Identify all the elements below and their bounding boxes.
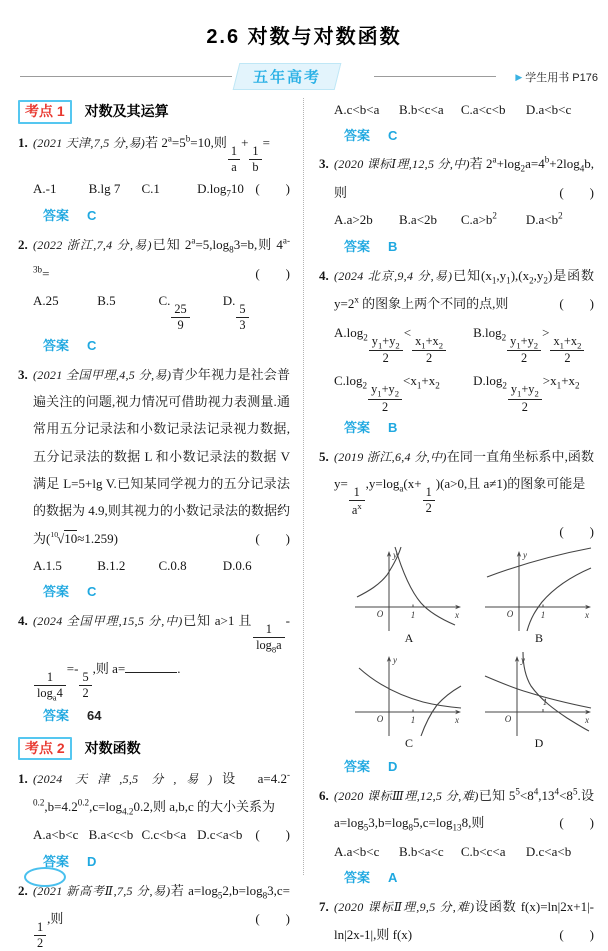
graph-option-a [348, 545, 470, 649]
section-1-badge: 考点 1 [18, 100, 72, 124]
student-book-text: 学生用书 P176 [525, 72, 598, 84]
graph-option-c [348, 650, 470, 754]
question-source: (2021 天津,7,5 分,易) [33, 135, 146, 150]
question-number: 3. [18, 366, 28, 382]
question-number: 5. [319, 448, 329, 464]
question-body [334, 893, 594, 948]
option-c: C.1 [141, 180, 160, 196]
options-row [334, 838, 594, 865]
question-l1 [18, 129, 290, 230]
answer-row [334, 867, 594, 886]
option-a: A.a<b<c [33, 827, 79, 843]
question-stem [334, 893, 594, 948]
graph-label: B [534, 631, 543, 646]
svg-text:1: 1 [410, 610, 416, 621]
answer-bracket: ( ) [255, 180, 290, 196]
question-source: (2024 北京,9,4 分,易) [334, 268, 453, 283]
option-b: B.5 [97, 293, 116, 309]
answer-row [33, 205, 290, 224]
stem-text: 若 $2^a+\log_2a=4^b+2\log_4b$,则 [334, 154, 594, 200]
answer-row [33, 851, 290, 870]
option-b: B.1.2 [97, 557, 126, 573]
option-d: D.c<a<b [525, 843, 572, 859]
question-number: 3. [319, 156, 329, 172]
answer-row [334, 756, 594, 775]
question-body [334, 443, 594, 781]
options-row [33, 175, 255, 204]
answer-value: C [388, 128, 398, 144]
answer-row [33, 335, 290, 354]
option-d: D. $\frac{5}{3}$ [223, 287, 290, 333]
answer-row [334, 417, 594, 436]
svg-text:y: y [393, 550, 397, 561]
option-a: A.a>2b [334, 212, 373, 228]
answer-label: 答案 [344, 759, 371, 774]
question-r3 [319, 150, 594, 260]
option-b: $B.\log_2$ $\frac{y_1+y_2}{2}$ > $\frac{x_1+x_2}{2}$ [473, 318, 594, 367]
option-c: C.b<c<a [460, 843, 506, 859]
option-a: A.1.5 [33, 557, 62, 573]
stem-text: 已知 $2^a=5,\log_83=b$,则 $4^{a-3b}=$ [33, 235, 290, 281]
option-c: $C.a>b^2$ [460, 210, 497, 228]
option-b: B.lg 7 [88, 180, 121, 196]
stem-text: 设 $a=4.2^{-0.2},b=4.2^{0.2},c=\log_{4.2}0.2$,则 a,b,c 的大小关系为 [33, 770, 290, 817]
question-body [33, 765, 290, 875]
answer-label: 答案 [43, 707, 70, 723]
question-number: 6. [319, 788, 329, 803]
question-stem [334, 150, 594, 206]
answer-label: 答案 [344, 419, 371, 435]
question-stem [334, 782, 594, 838]
svg-text:y: y [521, 654, 525, 665]
question-continuation [319, 96, 594, 144]
question-source: (2019 浙江,6,4 分,中) [334, 449, 447, 464]
student-book-ref [515, 69, 598, 85]
option-c: C.c<b<a [141, 827, 187, 843]
option-a: $A.\log_2$ $\frac{y_1+y_2}{2}$ < $\frac{x_1+x_2}{2}$ [334, 318, 473, 367]
stem-text: 青少年视力是社会普遍关注的问题,视力情况可借助视力表测量.通常用五分记录法和小数记录法记录视力数据,五分记录法的数据 L 和小数记录法的数据 V 满足 L=5+lg V.已知某同学视力的五分记录法的数据为 4.9,则其视力的小数记录法的数据约为($^{10}$√10≈1.259) [33, 366, 290, 546]
question-number: 4. [319, 267, 329, 283]
answer-value: C [87, 584, 97, 600]
question-stem [33, 231, 290, 287]
question-l5 [18, 765, 290, 875]
content-columns [0, 96, 608, 951]
question-body [33, 607, 290, 729]
option-d: $D.\log_710$ [197, 180, 244, 199]
question-number: 2. [18, 237, 28, 253]
banner-rule-left [20, 76, 232, 77]
question-source: (2021 全国甲理,4,5 分,易) [33, 367, 172, 382]
graph-a-plot [349, 545, 469, 633]
circled-answer-fragment [24, 867, 66, 887]
answer-value: B [388, 238, 398, 254]
question-source: (2022 浙江,7,4 分,易) [33, 238, 152, 253]
arrow-icon: ▶ [515, 72, 523, 82]
graph-label: D [534, 735, 544, 750]
question-r6 [319, 782, 594, 892]
graph-label: A [404, 631, 414, 646]
answer-bracket: ( ) [255, 265, 290, 281]
svg-text:x: x [585, 610, 589, 621]
option-d: D.c<a<b [197, 827, 243, 843]
answer-bracket: ( ) [559, 523, 594, 539]
svg-text:O: O [376, 713, 384, 724]
svg-text:1: 1 [410, 714, 416, 725]
question-source: (2024 全国甲理,15,5 分,中) [33, 614, 183, 629]
answer-value: C [87, 208, 97, 224]
banner-rule-right [374, 76, 496, 77]
question-l2 [18, 231, 290, 360]
svg-text:x: x [455, 714, 459, 725]
answer-label: 答案 [344, 870, 371, 886]
graph-c-plot [349, 650, 469, 738]
answer-label: 答案 [344, 128, 371, 144]
option-d: D.a<b<c [525, 102, 572, 117]
option-c: C. $\frac{25}{9}$ [158, 287, 222, 333]
answer-value: 64 [87, 707, 102, 723]
option-d: $D.\log_2$ $\frac{y_1+y_2}{2}$ $>x_1+x_2$ [473, 373, 580, 415]
answer-bracket: ( ) [559, 815, 594, 831]
answer-value: A [388, 870, 398, 886]
answer-row [334, 236, 594, 255]
question-r7 [319, 893, 594, 948]
options-row [334, 96, 594, 123]
question-stem [33, 877, 290, 951]
options-row [33, 552, 290, 579]
answer-bracket: ( ) [255, 827, 290, 843]
question-l4 [18, 607, 290, 729]
banner-row [0, 59, 608, 97]
option-b: B.a<2b [399, 212, 438, 228]
options-row [33, 821, 255, 848]
question-body [334, 150, 594, 260]
option-b: B.b<a<c [399, 843, 444, 859]
option-b: B.b<c<a [399, 102, 444, 117]
svg-text:x: x [585, 714, 589, 725]
option-b: B.a<c<b [88, 827, 134, 843]
stem-text: 已知 a>1 且 $\frac{1}{\log_8a}$ - $\frac{1}{\log_a4}$ =- $\frac{5}{2}$ ,则 a= . [33, 613, 290, 676]
banner-label: 五年高考 [253, 69, 322, 86]
section-1-title: 对数及其运算 [84, 103, 169, 119]
question-stem [334, 262, 594, 318]
answer-bracket: ( ) [559, 184, 594, 200]
question-number: 1. [18, 134, 28, 150]
question-l6 [18, 877, 290, 951]
section-header-2 [18, 737, 290, 761]
question-source: (2020 课标Ⅲ理,12,5 分,难) [334, 789, 479, 803]
svg-text:O: O [504, 713, 512, 724]
question-stem [33, 361, 290, 552]
stem-text: 已知 $5^5<8^4,13^4<8^5$.设 $a=\log_53,b=\log_85,c=\log_{13}8$,则 [334, 786, 594, 833]
graph-label: C [404, 735, 413, 750]
answer-value: D [87, 853, 97, 869]
section-header-1 [18, 100, 290, 124]
stem-text: 若 $a=\log_52,b=\log_83,c=$ $\frac{1}{2}$ ,则 [33, 883, 290, 927]
question-source: (2020 课标Ⅱ理,9,5 分,难) [334, 900, 475, 915]
question-number: 2. [18, 882, 28, 898]
option-d: D.0.6 [222, 557, 252, 573]
option-c: $C.\log_2$ $\frac{y_1+y_2}{2}$ $<x_1+x_2$ [334, 373, 440, 415]
answer-bracket: ( ) [559, 926, 594, 942]
answer-label: 答案 [344, 238, 371, 254]
question-body [33, 877, 290, 951]
question-stem [33, 607, 290, 702]
graph-b-plot [479, 545, 599, 633]
answer-value: C [87, 337, 97, 353]
answer-row [33, 705, 290, 724]
question-source: (2020 课标Ⅰ理,12,5 分,中) [334, 157, 470, 172]
answer-bracket: ( ) [255, 530, 290, 546]
question-l3 [18, 361, 290, 606]
answer-label: 答案 [43, 208, 70, 224]
question-body [33, 129, 290, 230]
answer-bracket: ( ) [255, 911, 290, 927]
graph-option-b [478, 545, 600, 649]
answer-bracket: ( ) [559, 296, 594, 312]
answer-value: B [388, 419, 398, 435]
answer-label: 答案 [43, 337, 70, 353]
answer-row [334, 125, 594, 144]
svg-text:O: O [506, 609, 514, 620]
options-grid [334, 318, 594, 415]
right-column [319, 96, 594, 942]
question-body [33, 231, 290, 360]
stem-text: 若 $2^a=5^b=10$,则 $\frac{1}{a}$ + $\frac{1}{b}$ = [145, 133, 270, 174]
answer-value: D [388, 759, 398, 774]
option-c: C.a<c<b [460, 102, 506, 117]
options-row [33, 287, 290, 333]
answer-label: 答案 [43, 853, 70, 869]
svg-text:y: y [393, 654, 397, 665]
answer-choice-graphs [348, 545, 600, 754]
question-number: 4. [18, 613, 28, 629]
option-a: A.c<b<a [334, 102, 380, 117]
option-a: A.25 [33, 293, 59, 309]
section-2-title: 对数函数 [84, 739, 141, 756]
svg-text:1: 1 [540, 610, 546, 621]
svg-text:O: O [376, 609, 384, 620]
question-number: 7. [319, 899, 329, 915]
question-number: 1. [18, 771, 28, 787]
option-d: $D.a<b^2$ [525, 210, 563, 228]
svg-text:x: x [455, 610, 459, 621]
question-source: (2021 新高考Ⅱ,7,5 分,易) [33, 883, 171, 898]
stem-text: 设函数 f(x)=ln|2x+1|-ln|2x-1|,则 f(x) [334, 899, 594, 942]
left-column [18, 96, 290, 951]
option-c: C.0.8 [158, 557, 187, 573]
option-a: A.a<b<c [334, 843, 380, 859]
question-stem [334, 443, 594, 539]
option-a: A.-1 [33, 180, 57, 196]
question-source: (2024 天津,5,5 分,易) [33, 772, 213, 787]
graph-option-d [478, 650, 600, 754]
page-title: 2.6 对数与对数函数 [206, 26, 402, 48]
question-r5 [319, 443, 594, 781]
svg-text:y: y [523, 550, 527, 561]
question-body [33, 361, 290, 606]
stem-text: 已知$(x_1,y_1),(x_2,y_2)$是函数 $y=2^x$ 的图象上两个不同的点,则 [334, 267, 594, 312]
section-2-badge: 考点 2 [18, 737, 72, 761]
graph-d-plot [479, 650, 599, 738]
question-r4 [319, 262, 594, 442]
question-body [334, 782, 594, 892]
stem-text: 在同一直角坐标系中,函数 y= $\frac{1}{a^x}$ $,y=\log_a(x+$ $\frac{1}{2}$ )(a>0,且 a≠1)的图象可能是 [334, 448, 594, 518]
banner-badge [233, 63, 342, 90]
svg-text:1: 1 [542, 696, 548, 707]
answer-label: 答案 [43, 584, 70, 600]
question-body [334, 262, 594, 442]
answer-row [33, 581, 290, 600]
column-divider [303, 98, 304, 875]
options-row [334, 206, 594, 233]
